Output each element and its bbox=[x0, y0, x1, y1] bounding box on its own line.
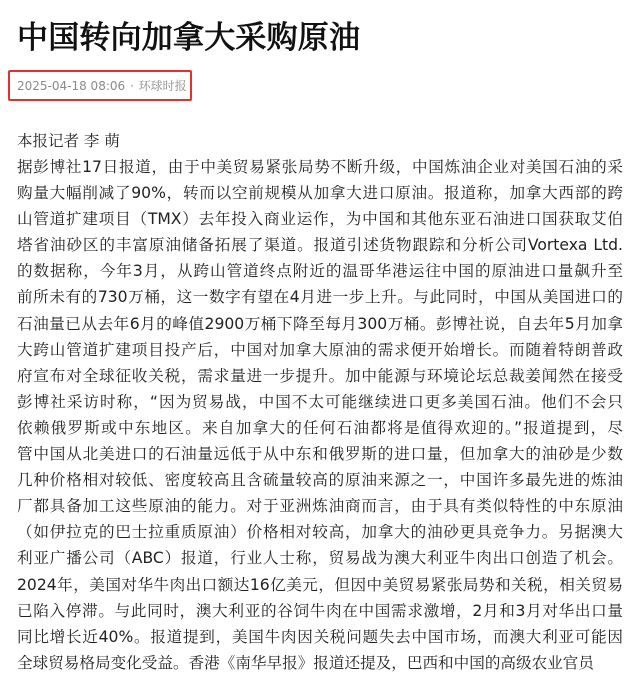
body-line: 购量大幅削减了90%，转而以空前规模从加拿大进口原油。报道称，加拿大西部的跨 bbox=[17, 184, 623, 203]
article-meta bbox=[17, 77, 187, 95]
body-line: 利亚广播公司（ABC）报道，行业人士称，贸易战为澳大利亚牛肉出口创造了机会。 bbox=[17, 549, 623, 568]
body-line: 山管道扩建项目（TMX）去年投入商业运作，为中国和其他东亚石油进口国获取艾伯 bbox=[17, 210, 623, 229]
publish-date: 2025-04-18 08:06 bbox=[17, 79, 126, 93]
body-line: 塔省油砂区的丰富原油储备拓展了渠道。报道引述货物跟踪和分析公司Vortexa Ltd. bbox=[17, 236, 623, 255]
article-title: 中国转向加拿大采购原油 bbox=[17, 20, 361, 56]
body-line: （如伊拉克的巴士拉重质原油）价格相对较高，加拿大的油砂更具竞争力。另据澳大 bbox=[17, 523, 623, 542]
body-line: 同比增长近40%。报道提到，美国牛肉因关税问题失去中国市场，而澳大利亚可能因 bbox=[17, 627, 623, 646]
byline: 本报记者 李 萌 bbox=[17, 132, 120, 150]
body-line: 2024年，美国对华牛肉出口额达16亿美元，但因中美贸易紧张局势和关税，相关贸易 bbox=[17, 575, 623, 594]
source-link[interactable]: 环球时报 bbox=[138, 79, 187, 93]
article-body bbox=[17, 154, 623, 676]
body-line: 的数据称，今年3月，从跨山管道终点附近的温哥华港运往中国的原油进口量飙升至 bbox=[17, 262, 623, 281]
body-line: 府宣布对全球征收关税，需求量进一步提升。加中能源与环境论坛总裁姜闻然在接受 bbox=[17, 366, 623, 385]
meta-separator: · bbox=[129, 79, 134, 93]
body-line: 几种价格相对较低、密度较高且含硫量较高的原油来源之一，中国许多最先进的炼油 bbox=[17, 471, 623, 490]
body-line: 彭博社采访时称，“因为贸易战，中国不太可能继续进口更多美国石油。他们不会只 bbox=[17, 392, 623, 411]
body-line: 全球贸易格局变化受益。香港《南华早报》报道还提及，巴西和中国的高级农业官员 bbox=[17, 653, 594, 672]
body-line: 厂都具备加工这些原油的能力。对于亚洲炼油商而言，由于具有类似特性的中东原油 bbox=[17, 497, 623, 516]
body-line: 石油量已从去年6月的峰值2900万桶下降至每月300万桶。彭博社说，自去年5月加拿 bbox=[17, 314, 623, 333]
body-line: 管中国从北美进口的石油量远低于从中东和俄罗斯的进口量，但加拿大的油砂是少数 bbox=[17, 445, 623, 464]
body-line: 大跨山管道扩建项目投产后，中国对加拿大原油的需求便开始增长。而随着特朗普政 bbox=[17, 340, 623, 359]
body-line: 据彭博社17日报道，由于中美贸易紧张局势不断升级，中国炼油企业对美国石油的采 bbox=[17, 158, 623, 176]
body-line: 已陷入停滞。与此同时，澳大利亚的谷饲牛肉在中国需求激增，2月和3月对华出口量 bbox=[17, 601, 623, 620]
body-line: 依赖俄罗斯或中东地区。来自加拿大的任何石油都将是值得欢迎的。”报道提到，尽 bbox=[17, 418, 623, 437]
body-line: 前所未有的730万桶，这一数字有望在4月进一步上升。与此同时，中国从美国进口的 bbox=[17, 288, 623, 307]
